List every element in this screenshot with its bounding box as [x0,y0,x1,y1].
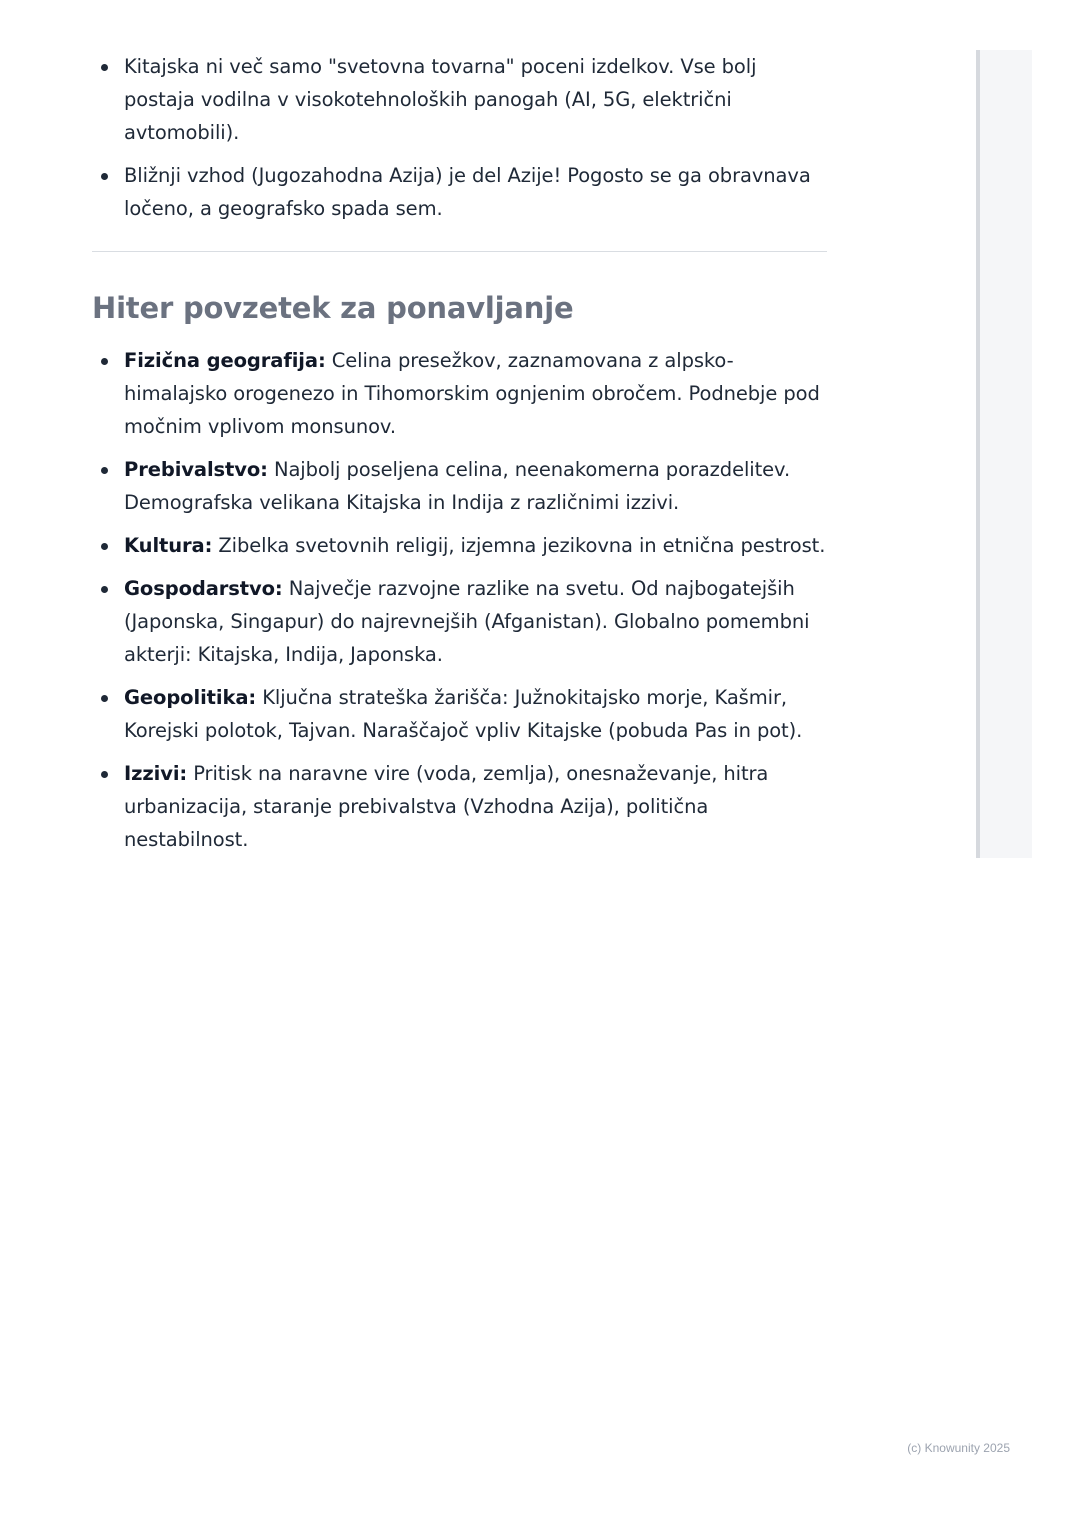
list-item-term: Prebivalstvo: [124,458,268,481]
list-item-text: Največje razvojne razlike na svetu. Od najbogatejših (Japonska, Singapur) do najrevnejših (Afganistan). Globalno pomembni akterji: Kitajska, Indija, Japonska. [124,577,810,666]
list-item-text: Pritisk na naravne vire (voda, zemlja), onesnaževanje, hitra urbanizacija, staranje prebivalstva (Vzhodna Azija), politična nestabilnost. [124,762,769,851]
list-item-term: Fizična geografija: [124,349,326,372]
document-content [92,50,827,866]
list-item [92,344,827,443]
list-item [92,757,827,856]
list-item [92,681,827,747]
list-item-term: Geopolitika: [124,686,257,709]
list-item [92,529,827,562]
section-divider [92,251,827,252]
list-item-text: Bližnji vzhod (Jugozahodna Azija) je del Azije! Pogosto se ga obravnava ločeno, a geografsko spada sem. [124,164,811,220]
list-item-text: Zibelka svetovnih religij, izjemna jezikovna in etnična pestrost. [212,534,826,557]
intro-bullet-list [92,50,827,225]
list-item [92,572,827,671]
list-item-text: Ključna strateška žarišča: Južnokitajsko morje, Kašmir, Korejski polotok, Tajvan. Naraščajoč vpliv Kitajske (pobuda Pas in pot). [124,686,803,742]
list-item-text: Najbolj poseljena celina, neenakomerna porazdelitev. Demografska velikana Kitajska in Indija z različnimi izzivi. [124,458,791,514]
list-item-text: Kitajska ni več samo "svetovna tovarna" poceni izdelkov. Vse bolj postaja vodilna v visokotehnoloških panogah (AI, 5G, električni avtomobili). [124,55,757,144]
summary-bullet-list [92,344,827,856]
list-item [92,50,827,149]
list-item [92,159,827,225]
list-item-term: Gospodarstvo: [124,577,283,600]
sidebar-panel [976,50,1032,858]
list-item [92,453,827,519]
list-item-term: Kultura: [124,534,213,557]
list-item-text: Celina presežkov, zaznamovana z alpsko-himalajsko orogenezo in Tihomorskim ognjenim obročem. Podnebje pod močnim vplivom monsunov. [124,349,820,438]
section-heading: Hiter povzetek za ponavljanje [92,291,574,325]
list-item-term: Izzivi: [124,762,188,785]
copyright-footer: (c) Knowunity 2025 [907,1441,1010,1455]
